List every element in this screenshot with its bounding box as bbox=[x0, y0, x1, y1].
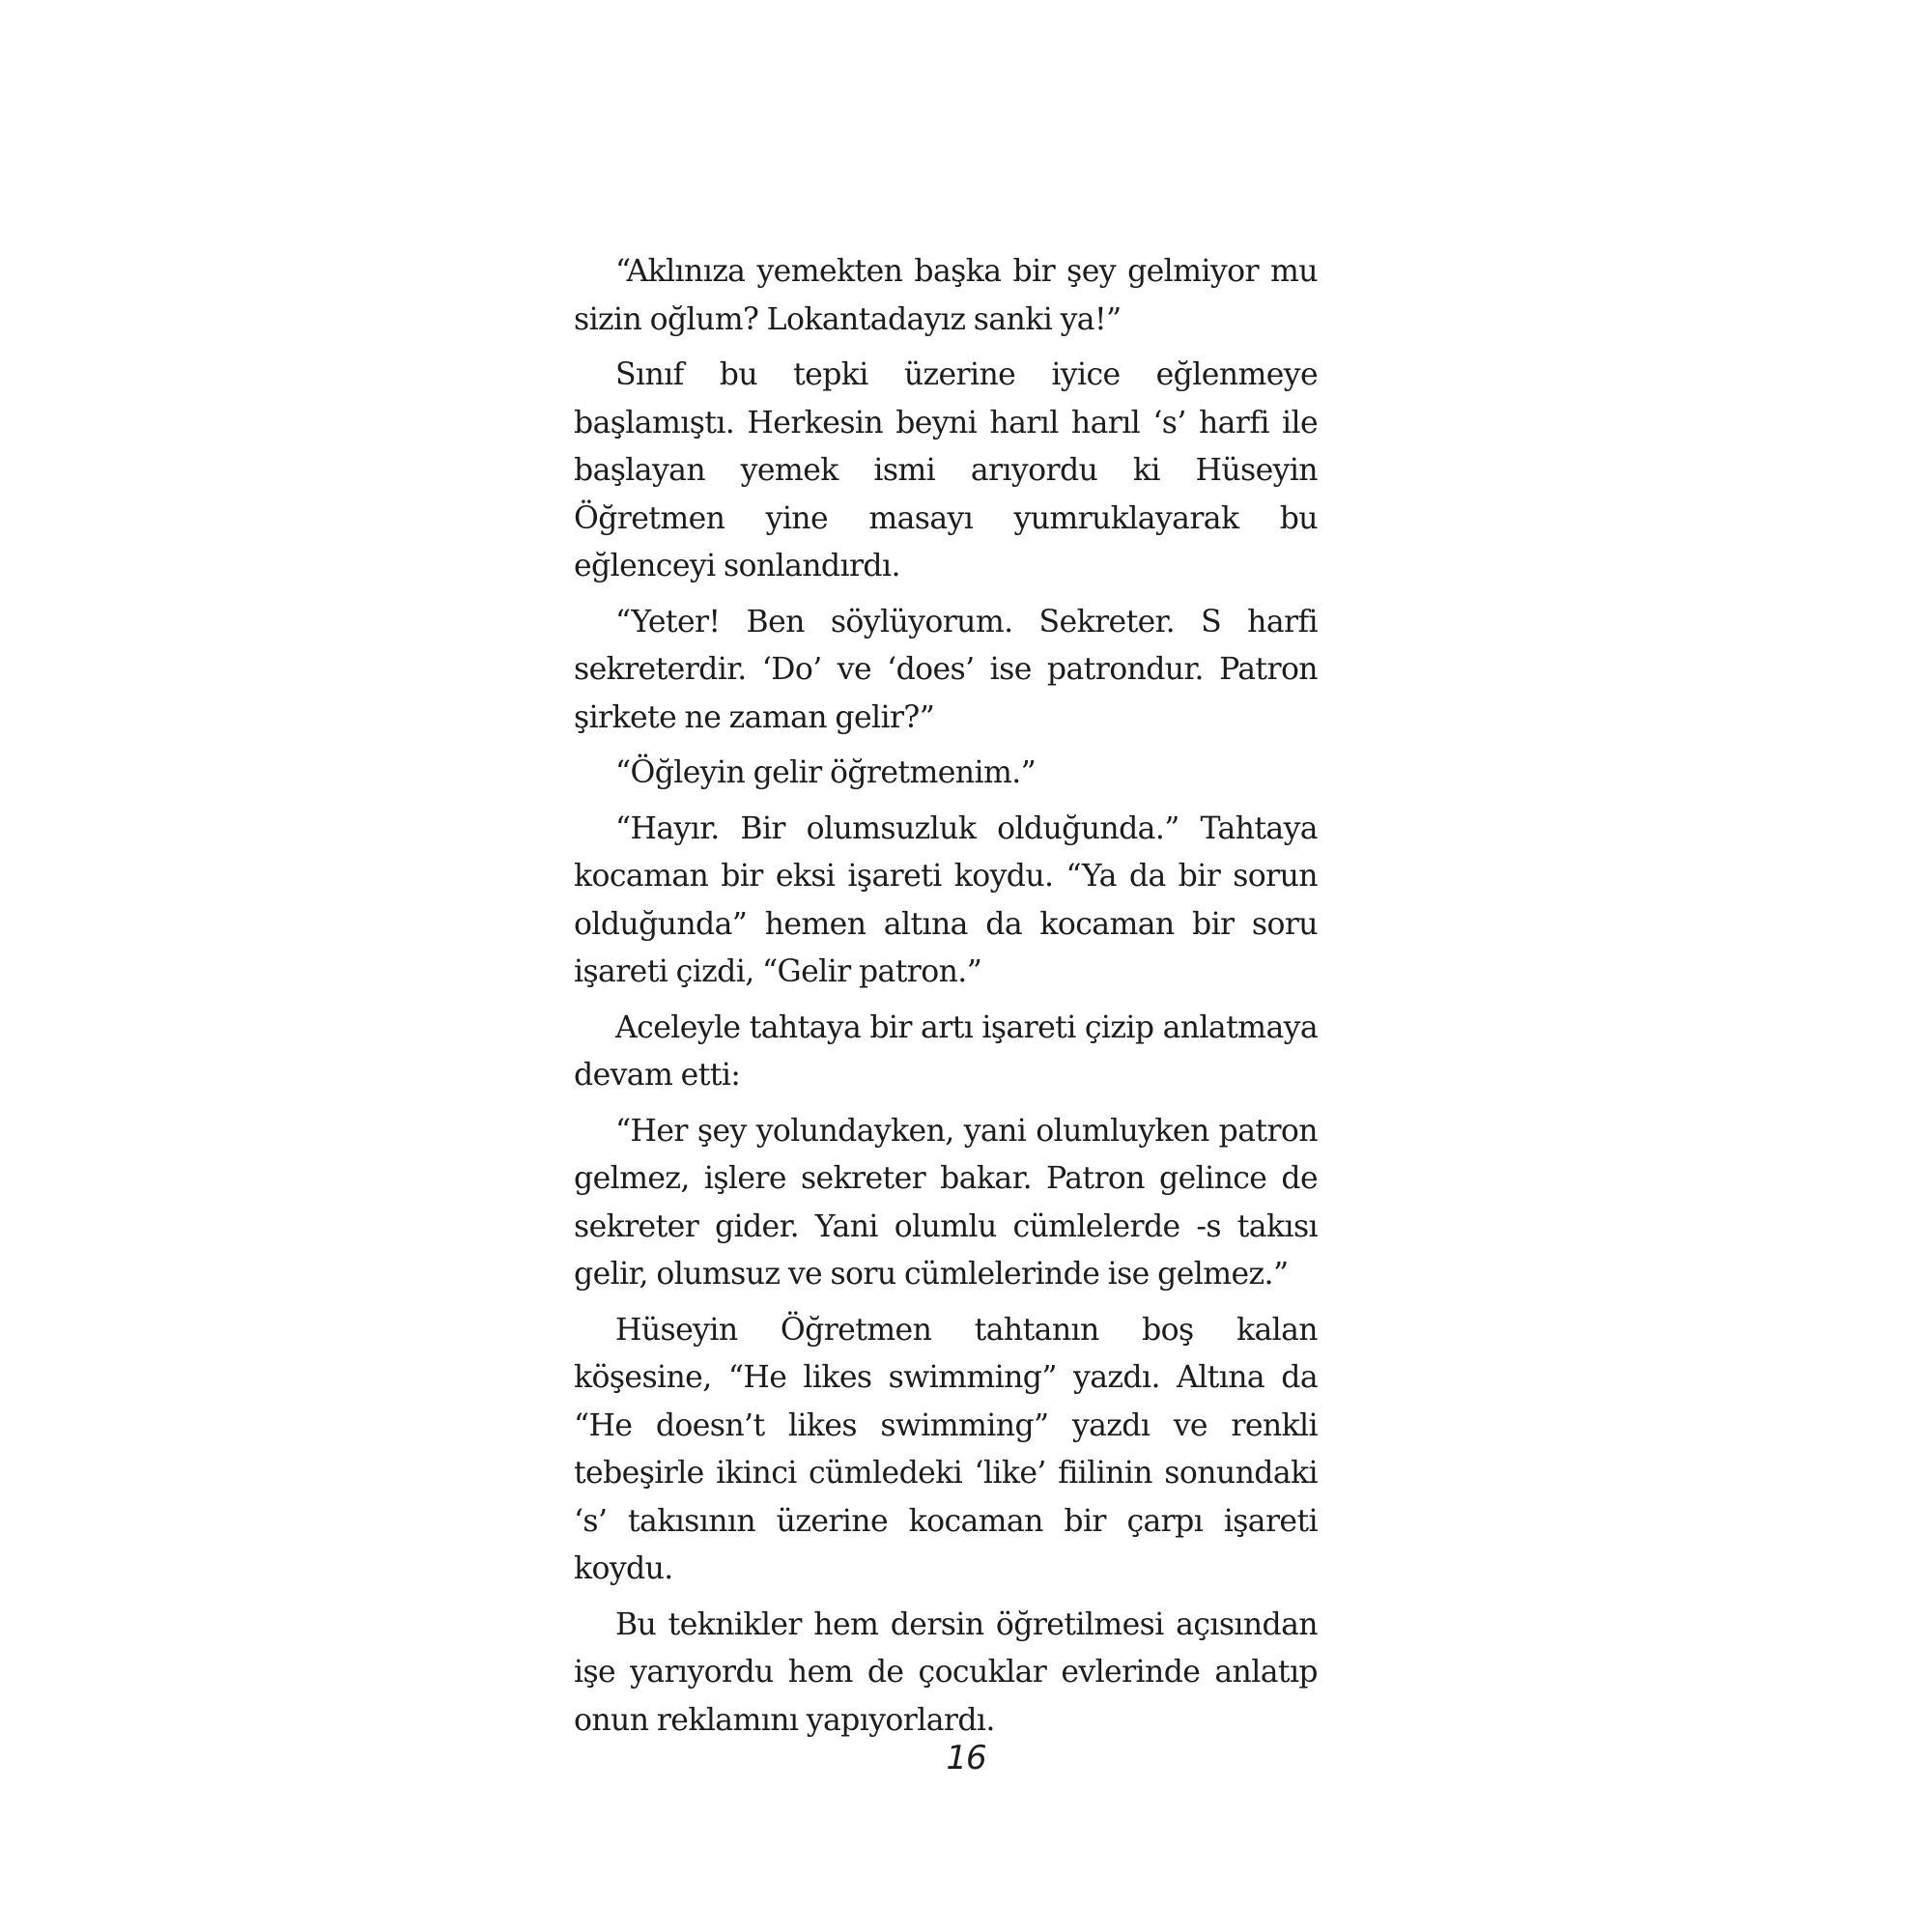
paragraph: Hüseyin Öğretmen tahtanın boş kalan köşesine, “He likes swimming” yazdı. Altına da “He doesn’t likes swimming” yazdı ve renkli tebeşirle ikinci cümledeki ‘like’ fiilinin sonundaki ‘s’ takısının üzerine kocaman bir çarpı işareti koydu. bbox=[574, 1312, 1318, 1586]
paragraph: “Her şey yolundayken, yani olumluyken patron gelmez, işlere sekreter bakar. Patron gelince de sekreter gider. Yani olumlu cümlelerde -s takısı gelir, olumsuz ve soru cümlelerinde ise gelmez.” bbox=[574, 1113, 1318, 1292]
paragraph: “Yeter! Ben söylüyorum. Sekreter. S harfi sekreterdir. ‘Do’ ve ‘does’ ise patrondur. Patron şirkete ne zaman gelir?” bbox=[574, 604, 1318, 735]
paragraph: “Aklınıza yemekten başka bir şey gelmiyor mu sizin oğlum? Lokantadayız sanki ya!” bbox=[574, 254, 1318, 337]
paragraph: “Hayır. Bir olumsuzluk olduğunda.” Tahtaya kocaman bir eksi işareti koydu. “Ya da bir sorun olduğunda” hemen altına da kocaman bir soru işareti çizdi, “Gelir patron.” bbox=[574, 810, 1318, 989]
paragraph: Aceleyle tahtaya bir artı işareti çizip anlatmaya devam etti: bbox=[574, 1009, 1318, 1093]
paragraph: Sınıf bu tepki üzerine iyice eğlenmeye başlamıştı. Herkesin beyni harıl harıl ‘s’ harfi ile başlayan yemek ismi arıyordu ki Hüseyin Öğretmen yine masayı yumruklayarak bu eğlenceyi sonlandırdı. bbox=[574, 357, 1318, 583]
paragraph: Bu teknikler hem dersin öğretilmesi açısından işe yarıyordu hem de çocuklar evlerinde anlatıp onun reklamını yapıyorlardı. bbox=[574, 1606, 1318, 1738]
body-text bbox=[574, 248, 1318, 1752]
page-number: 16 bbox=[946, 1739, 986, 1777]
paragraph: “Öğleyin gelir öğretmenim.” bbox=[615, 755, 1037, 790]
